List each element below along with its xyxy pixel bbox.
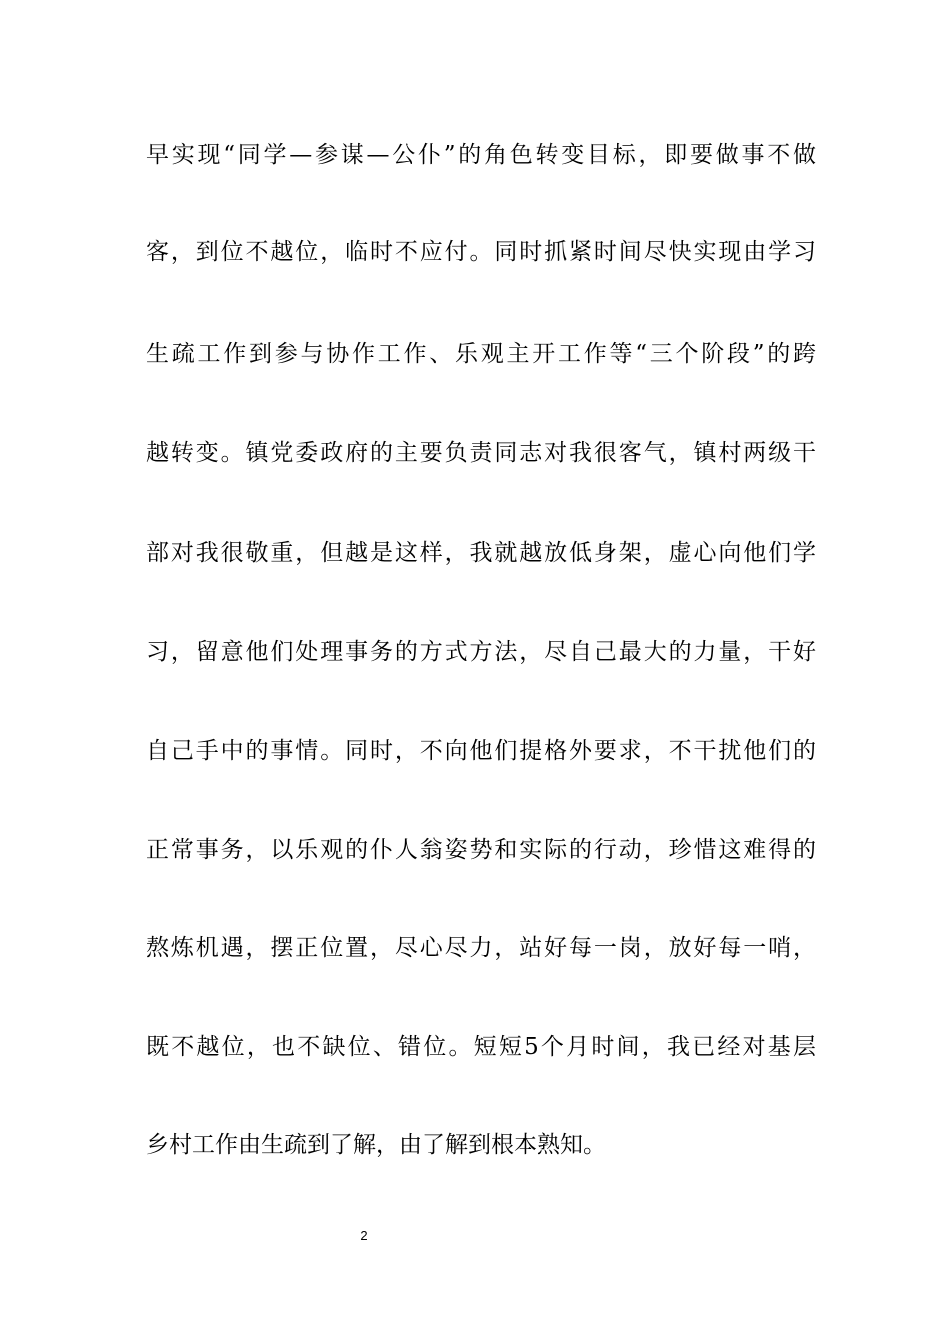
paragraph-line: 熬炼机遇，摆正位置，尽心尽力，站好每一岗，放好每一哨， [146, 935, 816, 961]
paragraph-line: 自己手中的事情。同时，不向他们提格外要求，不干扰他们的 [146, 738, 816, 764]
paragraph-line: 正常事务，以乐观的仆人翁姿势和实际的行动，珍惜这难得的 [146, 837, 816, 863]
paragraph-line: 生疏工作到参与协作工作、乐观主开工作等“三个阶段”的跨 [146, 341, 816, 367]
paragraph-line: 部对我很敬重，但越是这样，我就越放低身架，虚心向他们学 [146, 540, 816, 566]
page-number: 2 [360, 1228, 368, 1243]
paragraph-line: 客，到位不越位，临时不应付。同时抓紧时间尽快实现由学习 [146, 239, 816, 265]
paragraph-line: 乡村工作由生疏到了解，由了解到根本熟知。 [146, 1132, 606, 1158]
paragraph-line: 既不越位，也不缺位、错位。短短5个月时间，我已经对基层 [146, 1034, 816, 1060]
paragraph-line: 习，留意他们处理事务的方式方法，尽自己最大的力量，干好 [146, 639, 816, 665]
paragraph-line: 越转变。镇党委政府的主要负责同志对我很客气，镇村两级干 [146, 440, 816, 466]
paragraph-line: 早实现“同学—参谋—公仆”的角色转变目标，即要做事不做 [146, 142, 816, 168]
